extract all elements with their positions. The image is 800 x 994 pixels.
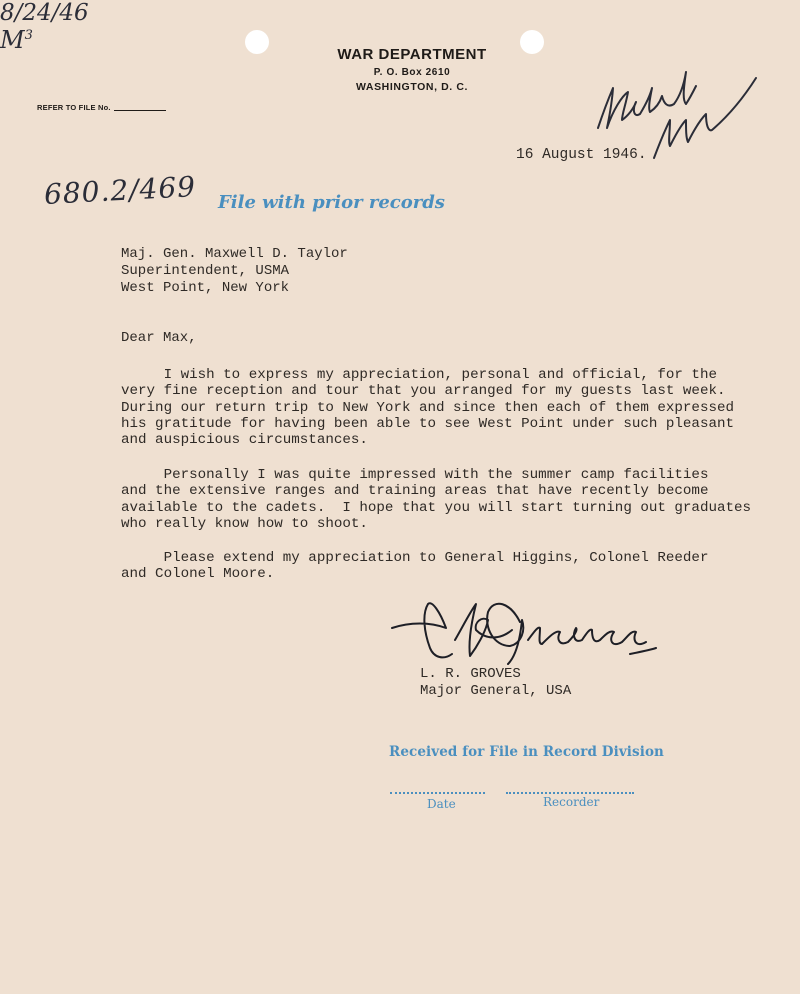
received-stamp-title: Received for File in Record Division	[389, 744, 664, 760]
salutation: Dear Max,	[121, 330, 197, 346]
file-with-prior-records-stamp: File with prior records	[218, 192, 445, 213]
paragraph-2-line: who really know how to shoot.	[121, 516, 368, 532]
paragraph-1-line: his gratitude for having been able to see West Point under such pleasant	[121, 416, 734, 432]
received-date-handwritten: 8/24/46	[0, 0, 89, 26]
date-dotted-line	[390, 792, 485, 794]
file-reference-handwritten: 680.2/469	[43, 170, 197, 211]
paragraph-1-line: and auspicious circumstances.	[121, 432, 368, 448]
received-date-label: Date	[427, 797, 456, 811]
recipient-title: Superintendent, USMA	[121, 263, 290, 279]
letterhead-box: P. O. Box 2610	[373, 67, 451, 78]
paragraph-1-line: During our return trip to New York and since then each of them expressed	[121, 400, 734, 416]
signer-rank: Major General, USA	[420, 683, 572, 699]
recorder-initials-handwritten: $M^3$	[0, 26, 33, 54]
recorder-dotted-line	[506, 792, 634, 794]
letterhead-title: WAR DEPARTMENT	[337, 46, 487, 63]
letterhead-city: WASHINGTON, D. C.	[355, 81, 469, 93]
recipient-name: Maj. Gen. Maxwell D. Taylor	[121, 246, 348, 262]
signer-name: L. R. GROVES	[420, 666, 521, 682]
paragraph-1-line: I wish to express my appreciation, personal and official, for the	[121, 367, 717, 383]
received-recorder-label: Recorder	[543, 795, 600, 809]
paragraph-3-line: Please extend my appreciation to General Higgins, Colonel Reeder	[121, 550, 709, 566]
paragraph-2-line: and the extensive ranges and training areas that have recently become	[121, 483, 709, 499]
letter-date: 16 August 1946.	[516, 147, 647, 163]
paragraph-2-line: Personally I was quite impressed with the summer camp facilities	[121, 467, 709, 483]
paragraph-3-line: and Colonel Moore.	[121, 566, 275, 582]
recipient-location: West Point, New York	[121, 280, 290, 296]
refer-to-file-label: REFER TO FILE No.	[37, 103, 111, 112]
paragraph-2-line: available to the cadets. I hope that you will start turning out graduates	[121, 500, 752, 516]
paragraph-1-line: very fine reception and tour that you arranged for my guests last week.	[121, 383, 726, 399]
